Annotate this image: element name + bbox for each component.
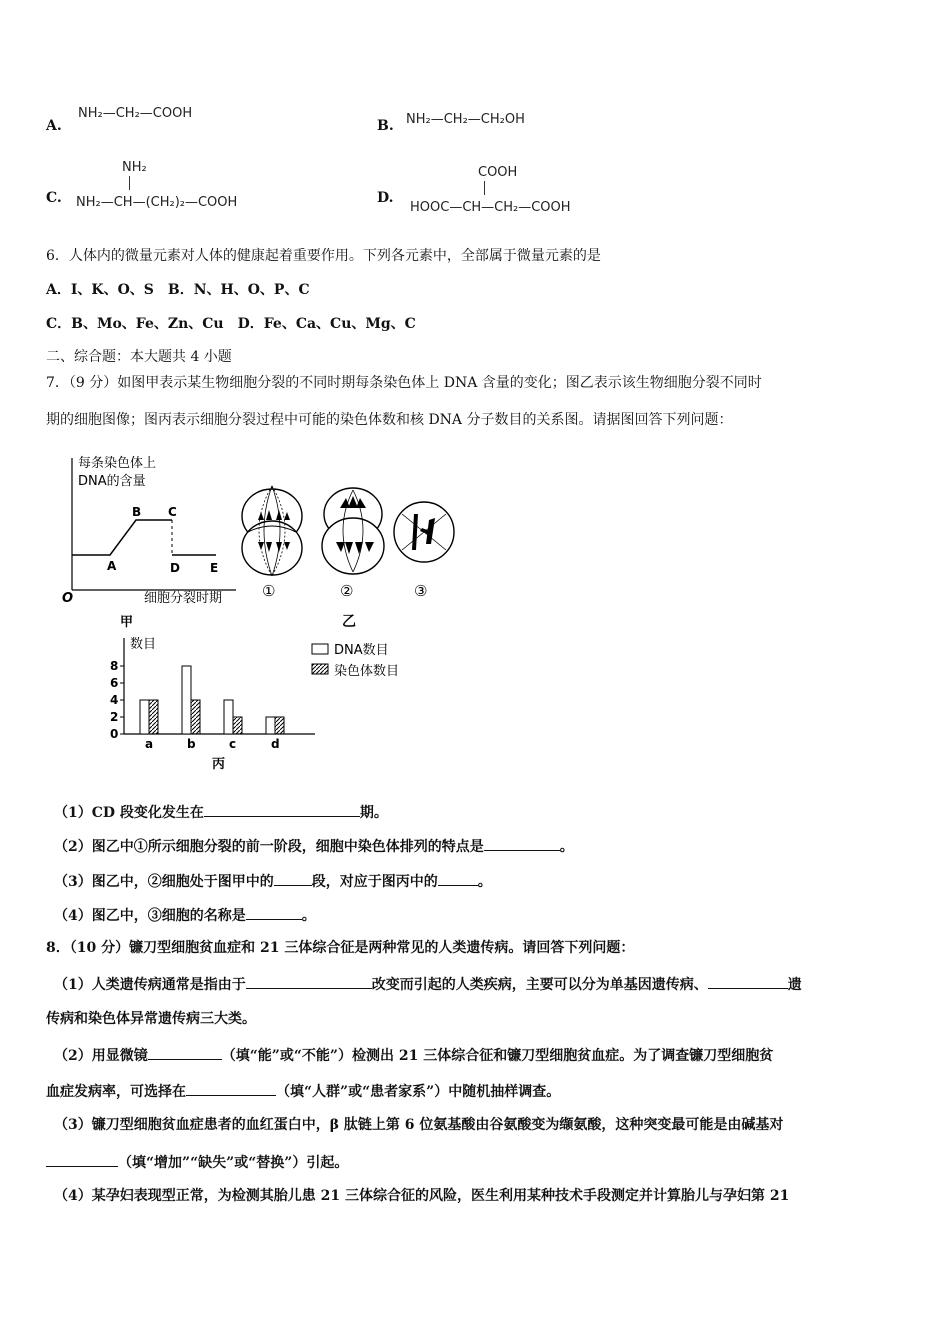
q7-sub2 bbox=[54, 836, 574, 856]
jia-caption: 甲 bbox=[120, 615, 134, 630]
option-d-bond bbox=[484, 181, 485, 195]
q8-sub1-blank-1[interactable] bbox=[246, 974, 372, 989]
legend-chrom-label: 染色体数目 bbox=[334, 664, 400, 679]
q8-sub1-text-b: 改变而引起的人类疾病，主要可以分为单基因遗传病、 bbox=[371, 977, 708, 993]
q8-sub3-text-b: （填“增加”“缺失”或“替换”）引起。 bbox=[118, 1155, 349, 1171]
q7-sub3-end: 。 bbox=[477, 874, 492, 890]
section-heading: 二、综合题：本大题共 4 小题 bbox=[46, 349, 232, 365]
q6-stem: 6．人体内的微量元素对人体的健康起着重要作用。下列各元素中，全部属于微量元素的是 bbox=[46, 248, 601, 264]
jia-origin: O bbox=[62, 591, 74, 606]
q8-sub2-text-d: （填“人群”或“患者家系”）中随机抽样调查。 bbox=[276, 1084, 561, 1100]
cell-2 bbox=[322, 488, 384, 574]
q6-options-line2: C．B、Mo、Fe、Zn、Cu D．Fe、Ca、Cu、Mg、C bbox=[46, 316, 416, 332]
q7-sub1-blank[interactable] bbox=[204, 802, 360, 817]
option-a-label: A. bbox=[46, 118, 62, 134]
option-c-formula: NH₂—CH—(CH₂)₂—COOH bbox=[76, 195, 238, 210]
bing-xtick-c: c bbox=[229, 737, 237, 751]
bing-ylabel: 数目 bbox=[130, 637, 157, 652]
cell-3 bbox=[394, 502, 454, 562]
jia-point-c: C bbox=[168, 505, 177, 519]
bar-dna-a bbox=[140, 700, 149, 734]
jia-point-b: B bbox=[132, 505, 142, 519]
q7-sub2-blank[interactable] bbox=[484, 836, 560, 851]
q7-sub2-text: （2）图乙中①所示细胞分裂的前一阶段，细胞中染色体排列的特点是 bbox=[54, 839, 484, 855]
figure-jia bbox=[58, 450, 248, 630]
bing-ytick-label-4: 4 bbox=[110, 693, 119, 707]
legend-dna-swatch bbox=[312, 644, 328, 654]
bar-chrom-d bbox=[275, 717, 284, 734]
q7-sub3-text-a: （3）图乙中，②细胞处于图甲中的 bbox=[54, 874, 274, 890]
q8-sub2-text-c: 血症发病率，可选择在 bbox=[46, 1084, 186, 1100]
jia-point-d: D bbox=[170, 561, 180, 575]
q8-sub3-blank[interactable] bbox=[46, 1152, 118, 1167]
yi-label-2: ② bbox=[340, 582, 354, 600]
jia-curve bbox=[72, 520, 172, 555]
option-d-formula: HOOC—CH—CH₂—COOH bbox=[410, 200, 571, 215]
bing-ytick-label-2: 2 bbox=[110, 710, 119, 724]
option-c-top-group: NH₂ bbox=[122, 160, 147, 175]
q7-sub3 bbox=[54, 871, 492, 891]
q7-sub1-text: （1）CD 段变化发生在 bbox=[54, 805, 204, 821]
q7-sub4-text: （4）图乙中，③细胞的名称是 bbox=[54, 908, 246, 924]
option-c-label: C. bbox=[46, 190, 62, 206]
q8-sub2-blank-2[interactable] bbox=[186, 1081, 276, 1096]
q8-sub3-line2 bbox=[46, 1152, 348, 1172]
jia-point-a: A bbox=[107, 559, 117, 573]
q7-sub3-text-b: 段，对应于图丙中的 bbox=[311, 874, 438, 890]
q8-stem: 8．（10 分）镰刀型细胞贫血症和 21 三体综合征是两种常见的人类遗传病。请回答下列问题： bbox=[46, 940, 635, 956]
q7-sub4 bbox=[54, 905, 316, 925]
q8-sub2-text-b: （填“能”或“不能”）检测出 21 三体综合征和镰刀型细胞贫血症。为了调查镰刀型细胞贫 bbox=[221, 1048, 774, 1064]
yi-label-1: ① bbox=[262, 582, 276, 600]
bing-xtick-b: b bbox=[187, 737, 196, 751]
q7-sub1-end: 期。 bbox=[359, 805, 388, 821]
option-a-formula: NH₂—CH₂—COOH bbox=[78, 106, 193, 121]
cell-1 bbox=[242, 486, 302, 576]
bar-chrom-c bbox=[233, 717, 242, 734]
legend-chrom-swatch bbox=[312, 664, 328, 674]
bar-dna-c bbox=[224, 700, 233, 734]
q7-sub2-end: 。 bbox=[559, 839, 574, 855]
yi-label-3: ③ bbox=[414, 582, 428, 600]
yi-caption: 乙 bbox=[342, 614, 356, 630]
bar-dna-d bbox=[266, 717, 275, 734]
option-b-formula: NH₂—CH₂—CH₂OH bbox=[406, 112, 525, 127]
bing-xtick-a: a bbox=[145, 737, 154, 751]
q8-sub2-line2 bbox=[46, 1081, 560, 1101]
legend-dna-label: DNA数目 bbox=[334, 643, 389, 658]
q8-sub2-blank-1[interactable] bbox=[148, 1045, 222, 1060]
bing-xtick-d: d bbox=[271, 737, 280, 751]
figure-yi bbox=[236, 480, 472, 636]
q7-sub3-blank-1[interactable] bbox=[274, 871, 312, 886]
option-b-label: B. bbox=[377, 118, 394, 134]
q7-stem-line1: 7．（9 分）如图甲表示某生物细胞分裂的不同时期每条染色体上 DNA 含量的变化；图乙表示该生物细胞分裂不同时 bbox=[46, 375, 762, 391]
bar-dna-b bbox=[182, 666, 191, 734]
q8-sub1-blank-2[interactable] bbox=[708, 974, 788, 989]
q8-sub2 bbox=[54, 1045, 773, 1065]
option-d-top-group: COOH bbox=[478, 165, 518, 180]
bing-caption: 丙 bbox=[212, 757, 226, 772]
bar-chrom-b bbox=[191, 700, 200, 734]
bing-ytick-label-6: 6 bbox=[110, 676, 119, 690]
jia-point-e: E bbox=[210, 561, 219, 575]
q8-sub2-text-a: （2）用显微镜 bbox=[54, 1048, 148, 1064]
q7-sub3-blank-2[interactable] bbox=[438, 871, 478, 886]
q7-sub4-blank[interactable] bbox=[246, 905, 302, 920]
jia-xlabel: 细胞分裂时期 bbox=[144, 591, 223, 606]
option-d-label: D. bbox=[377, 190, 394, 206]
jia-ylabel-2: DNA的含量 bbox=[78, 474, 146, 489]
jia-ylabel-1: 每条染色体上 bbox=[78, 456, 157, 471]
q8-sub1 bbox=[54, 974, 802, 994]
bing-ytick-label-8: 8 bbox=[110, 659, 119, 673]
q7-sub4-end: 。 bbox=[301, 908, 316, 924]
q7-stem-line2: 期的细胞图像；图丙表示细胞分裂过程中可能的染色体数和核 DNA 分子数目的关系图。请据图回答下列问题： bbox=[46, 412, 733, 428]
bing-ytick-label-0: 0 bbox=[110, 727, 119, 741]
q6-options-line1: A．I、K、O、S B．N、H、O、P、C bbox=[46, 282, 310, 298]
q8-sub1-line2: 传病和染色体异常遗传病三大类。 bbox=[46, 1011, 256, 1027]
q8-sub1-text-a: （1）人类遗传病通常是指由于 bbox=[54, 977, 246, 993]
q8-sub4: （4）某孕妇表现型正常，为检测其胎儿患 21 三体综合征的风险，医生利用某种技术手段测定并计算胎儿与孕妇第 21 bbox=[54, 1188, 790, 1204]
figure-bing bbox=[100, 630, 440, 775]
bar-chrom-a bbox=[149, 700, 158, 734]
q8-sub3: （3）镰刀型细胞贫血症患者的血红蛋白中，β 肽链上第 6 位氨基酸由谷氨酸变为缬氨酸，这种突变最可能是由碱基对 bbox=[54, 1117, 784, 1133]
q8-sub1-text-c: 遗 bbox=[787, 977, 802, 993]
option-c-bond bbox=[129, 176, 130, 190]
q7-sub1 bbox=[54, 802, 388, 822]
